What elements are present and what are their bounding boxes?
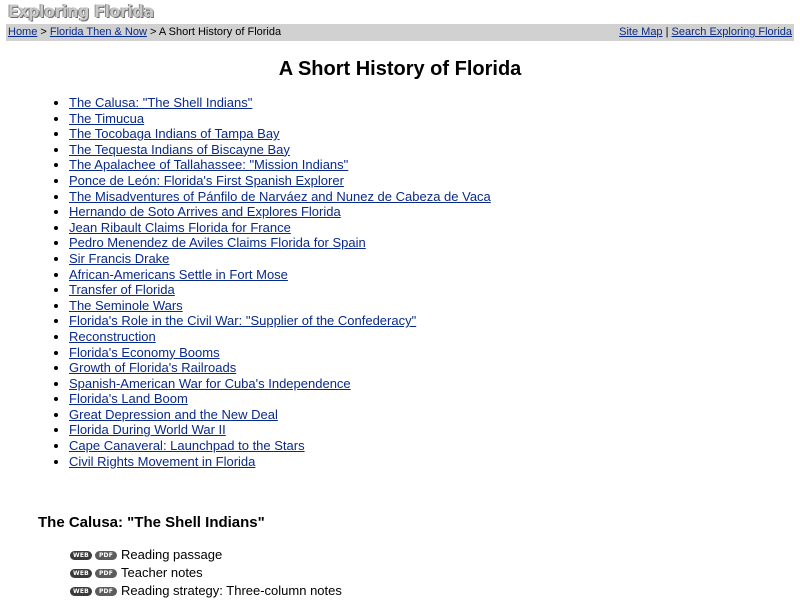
breadcrumb-home-link[interactable]: Home bbox=[8, 26, 38, 38]
toc-link[interactable]: The Calusa: "The Shell Indians" bbox=[69, 95, 253, 110]
toc-item bbox=[69, 298, 491, 314]
toc-item bbox=[69, 235, 491, 251]
toc-link[interactable]: Sir Francis Drake bbox=[69, 250, 170, 266]
toc-item bbox=[69, 95, 491, 111]
resource-row bbox=[70, 546, 342, 564]
nav-right-links bbox=[619, 24, 792, 41]
toc-link[interactable]: The Timucua bbox=[69, 110, 145, 126]
toc-item bbox=[69, 422, 491, 438]
toc-item bbox=[69, 407, 491, 423]
toc-link[interactable]: Florida During World War II bbox=[69, 422, 226, 438]
toc-link[interactable]: Growth of Florida's Railroads bbox=[69, 360, 237, 376]
toc-link[interactable]: Hernando de Soto Arrives and Explores Florida bbox=[69, 204, 341, 220]
toc-item bbox=[69, 173, 491, 189]
web-badge-icon[interactable]: WEB bbox=[70, 569, 92, 578]
resource-row bbox=[70, 582, 342, 600]
search-site-link[interactable]: Search Exploring Florida bbox=[671, 26, 792, 38]
toc-link[interactable]: Cape Canaveral: Launchpad to the Stars bbox=[69, 438, 305, 454]
toc-link[interactable]: Great Depression and the New Deal bbox=[69, 406, 278, 422]
toc-item bbox=[69, 126, 491, 142]
web-badge-icon[interactable]: WEB bbox=[70, 551, 92, 560]
page-title: A Short History of Florida bbox=[278, 58, 522, 80]
nav-bar bbox=[6, 24, 794, 41]
toc-item bbox=[69, 111, 491, 127]
toc-item bbox=[69, 391, 491, 407]
table-of-contents bbox=[33, 95, 491, 469]
resource-label: Reading passage bbox=[121, 547, 223, 562]
toc-link[interactable]: Florida's Economy Booms bbox=[69, 344, 220, 360]
resource-label: Teacher notes bbox=[121, 565, 203, 580]
breadcrumb-separator: > bbox=[37, 26, 50, 38]
toc-link[interactable]: Florida's Land Boom bbox=[69, 391, 188, 407]
resource-label: Reading strategy: Three-column notes bbox=[121, 583, 342, 598]
site-logo[interactable]: Exploring Florida bbox=[8, 2, 154, 22]
toc-item bbox=[69, 454, 491, 470]
toc-item bbox=[69, 360, 491, 376]
breadcrumb bbox=[8, 24, 281, 41]
pdf-badge-icon[interactable]: PDF bbox=[95, 569, 117, 578]
pdf-badge-icon[interactable]: PDF bbox=[95, 551, 117, 560]
toc-link[interactable]: Pedro Menendez de Aviles Claims Florida for Spain bbox=[69, 235, 366, 251]
toc-item bbox=[69, 345, 491, 361]
toc-link[interactable]: Florida's Role in the Civil War: "Supplier of the Confederacy" bbox=[69, 313, 417, 329]
toc-link[interactable]: Spanish-American War for Cuba's Independence bbox=[69, 375, 351, 391]
toc-item bbox=[69, 157, 491, 173]
toc-item bbox=[69, 251, 491, 267]
toc-item bbox=[69, 267, 491, 283]
toc-item bbox=[69, 438, 491, 454]
toc-link[interactable]: The Misadventures of Pánfilo de Narváez and Nunez de Cabeza de Vaca bbox=[69, 188, 491, 204]
toc-item bbox=[69, 313, 491, 329]
toc-item bbox=[69, 329, 491, 345]
breadcrumb-current: A Short History of Florida bbox=[158, 26, 282, 38]
resource-row bbox=[70, 564, 342, 582]
toc-item bbox=[69, 204, 491, 220]
toc-item bbox=[69, 282, 491, 298]
breadcrumb-parent-link[interactable]: Florida Then & Now bbox=[49, 26, 147, 38]
toc-link[interactable]: Jean Ribault Claims Florida for France bbox=[69, 219, 291, 235]
web-badge-icon[interactable]: WEB bbox=[70, 587, 92, 596]
toc-item bbox=[69, 189, 491, 205]
toc-link[interactable]: The Apalachee of Tallahassee: "Mission Indians" bbox=[69, 157, 349, 173]
toc-link[interactable]: African-Americans Settle in Fort Mose bbox=[69, 266, 288, 282]
nav-divider: | bbox=[662, 26, 672, 38]
toc-link[interactable]: The Tocobaga Indians of Tampa Bay bbox=[69, 126, 280, 142]
toc-link[interactable]: The Tequesta Indians of Biscayne Bay bbox=[69, 141, 290, 157]
section-heading: The Calusa: "The Shell Indians" bbox=[38, 514, 265, 531]
site-map-link[interactable]: Site Map bbox=[619, 26, 663, 38]
pdf-badge-icon[interactable]: PDF bbox=[95, 587, 117, 596]
toc-link[interactable]: Transfer of Florida bbox=[69, 282, 175, 298]
toc-item bbox=[69, 220, 491, 236]
toc-link[interactable]: Reconstruction bbox=[69, 328, 156, 344]
toc-item bbox=[69, 142, 491, 158]
breadcrumb-separator: > bbox=[146, 26, 159, 38]
toc-link[interactable]: The Seminole Wars bbox=[69, 297, 183, 313]
resource-list bbox=[70, 546, 342, 600]
toc-link[interactable]: Ponce de León: Florida's First Spanish Explorer bbox=[69, 172, 344, 188]
toc-link[interactable]: Civil Rights Movement in Florida bbox=[69, 453, 256, 469]
toc-item bbox=[69, 376, 491, 392]
